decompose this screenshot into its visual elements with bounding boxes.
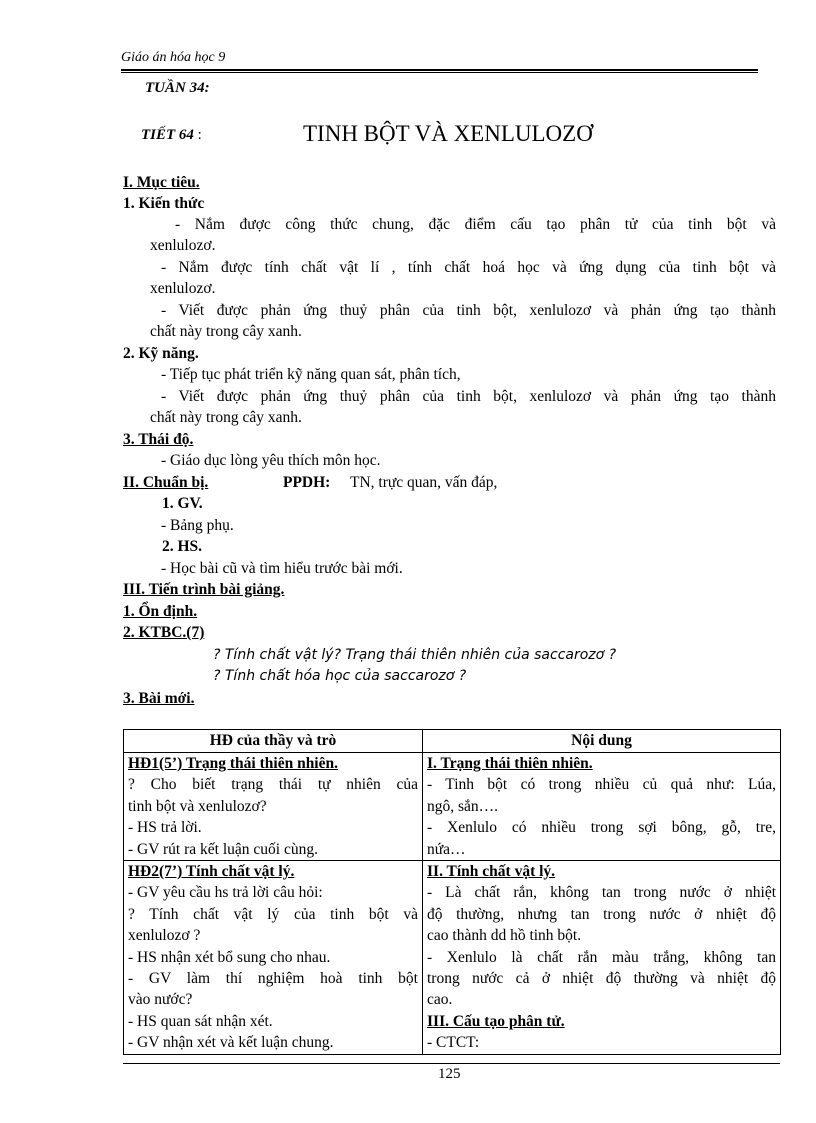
content-2-line-f: cao. [427,991,453,1009]
week-label: TUẦN 34: [145,80,210,96]
activity-2-line-g: - HS quan sát nhận xét. [128,1012,273,1030]
attitude-item-1: - Giáo dục lòng yêu thích môn học. [161,452,381,469]
content-1-line-d: nứa… [427,840,466,858]
lesson-label [141,127,202,144]
hs-item: - Học bài cũ và tìm hiểu trước bài mới. [161,560,403,577]
activity-2-line-h: - GV nhận xét và kết luận chung. [128,1034,334,1052]
content-3-line-a: - CTCT: [427,1034,480,1052]
step-stabilize: 1. Ổn định. [123,603,198,620]
footer-rule [123,1063,780,1064]
knowledge-item-3b: chất này trong cây xanh. [150,323,302,340]
content-cell-2 [423,861,781,1055]
content-2-heading: II. Tính chất vật lý. [427,863,556,881]
lesson-activity-table [123,729,781,1055]
knowledge-heading: 1. Kiến thức [123,195,205,212]
activity-2-line-b: ? Tính chất vật lý của tinh bột và [128,905,418,923]
table-row [124,861,781,1055]
skills-item-1: - Tiếp tục phát triển kỹ năng quan sát, phân tích, [161,366,461,383]
content-2-line-b: độ thường, nhưng tan trong nước ở nhiệt độ [427,905,776,923]
activity-2-line-f: vào nước? [128,991,193,1009]
skills-heading: 2. Kỹ năng. [123,345,199,362]
activity-1-line-d: - GV rút ra kết luận cuối cùng. [128,840,318,858]
table-header-row [124,730,781,753]
knowledge-item-3a: - Viết được phản ứng thuỷ phân của tinh bột, xenlulozơ và phản ứng tạo thành [161,302,776,319]
activity-2-line-d: - HS nhận xét bổ sung cho nhau. [128,948,331,966]
ppdh-label: PPDH: [283,474,331,491]
content-1-line-c: - Xenlulo có nhiều trong sợi bông, gỗ, tre, [427,819,776,837]
lesson-number: TIẾT 64 [141,127,194,143]
activity-1-line-c: - HS trả lời. [128,819,202,837]
objectives-heading: I. Mục tiêu. [123,174,200,191]
content-1-line-a: - Tinh bột có trong nhiều củ quả như: Lúa, [427,776,776,794]
content-cell-1 [423,753,781,861]
content-2-line-a: - Là chất rắn, không tan trong nước ở nhiệt [427,884,776,902]
column-header-activities: HĐ của thầy và trò [124,730,423,753]
attitude-heading: 3. Thái độ. [123,431,194,448]
activity-2-line-a: - GV yêu cầu hs trả lời câu hỏi: [128,884,323,902]
activity-2-line-c: xenlulozơ ? [128,927,201,945]
content-1-line-b: ngô, sắn…. [427,797,499,815]
page-number: 125 [438,1066,461,1082]
activity-1-line-b: tinh bột và xenlulozơ? [128,797,267,815]
lesson-colon: : [197,127,202,143]
column-header-content: Nội dung [423,730,781,753]
step-new-lesson: 3. Bài mới. [123,690,195,707]
review-question-2: ? Tính chất hóa học của saccarozơ ? [213,668,467,684]
table-row [124,753,781,861]
activity-1-line-a: ? Cho biết trạng thái tự nhiên của [128,776,418,794]
content-2-line-c: cao thành dd hồ tinh bột. [427,927,582,945]
knowledge-item-2a: - Nắm được tính chất vật lí , tính chất hoá học và ứng dụng của tinh bột và [161,259,776,276]
activity-cell-2 [124,861,423,1055]
header-rule-thick [121,69,758,71]
preparation-heading: II. Chuẩn bị. [123,474,209,491]
running-header: Giáo án hóa học 9 [121,50,226,65]
activity-1-heading: HĐ1(5’) Trạng thái thiên nhiên. [128,755,338,772]
ppdh-value: TN, trực quan, vấn đáp, [350,474,498,491]
header-rule-thin [121,72,758,73]
step-review: 2. KTBC.(7) [123,624,205,641]
content-3-heading: III. Cấu tạo phân tử. [427,1012,565,1030]
activity-2-heading: HĐ2(7’) Tính chất vật lý. [128,863,295,881]
gv-heading: 1. GV. [162,495,203,512]
content-2-line-d: - Xenlulo là chất rắn màu trắng, không tan [427,948,776,966]
activity-cell-1 [124,753,423,861]
skills-item-2b: chất này trong cây xanh. [150,409,302,426]
content-1-heading: I. Trạng thái thiên nhiên. [427,755,593,772]
activity-2-line-e: - GV làm thí nghiệm hoà tinh bột [128,970,418,988]
hs-heading: 2. HS. [162,538,203,555]
review-question-1: ? Tính chất vật lý? Trạng thái thiên nhiên của saccarozơ ? [213,647,617,663]
process-heading: III. Tiến trình bài giảng. [123,581,285,598]
skills-item-2a: - Viết được phản ứng thuỷ phân của tinh bột, xenlulozơ và phản ứng tạo thành [161,388,776,405]
lesson-title: TINH BỘT VÀ XENLULOZƠ [303,121,593,146]
knowledge-item-1a: - Nắm được công thức chung, đặc điểm cấu tạo phân tử của tinh bột và [175,216,776,233]
knowledge-item-2b: xenlulozơ. [150,280,216,297]
gv-item: - Bảng phụ. [161,517,234,534]
content-2-line-e: trong nước cả ở nhiệt độ thường và nhiệt độ [427,970,776,988]
knowledge-item-1b: xenlulozơ. [150,237,216,254]
